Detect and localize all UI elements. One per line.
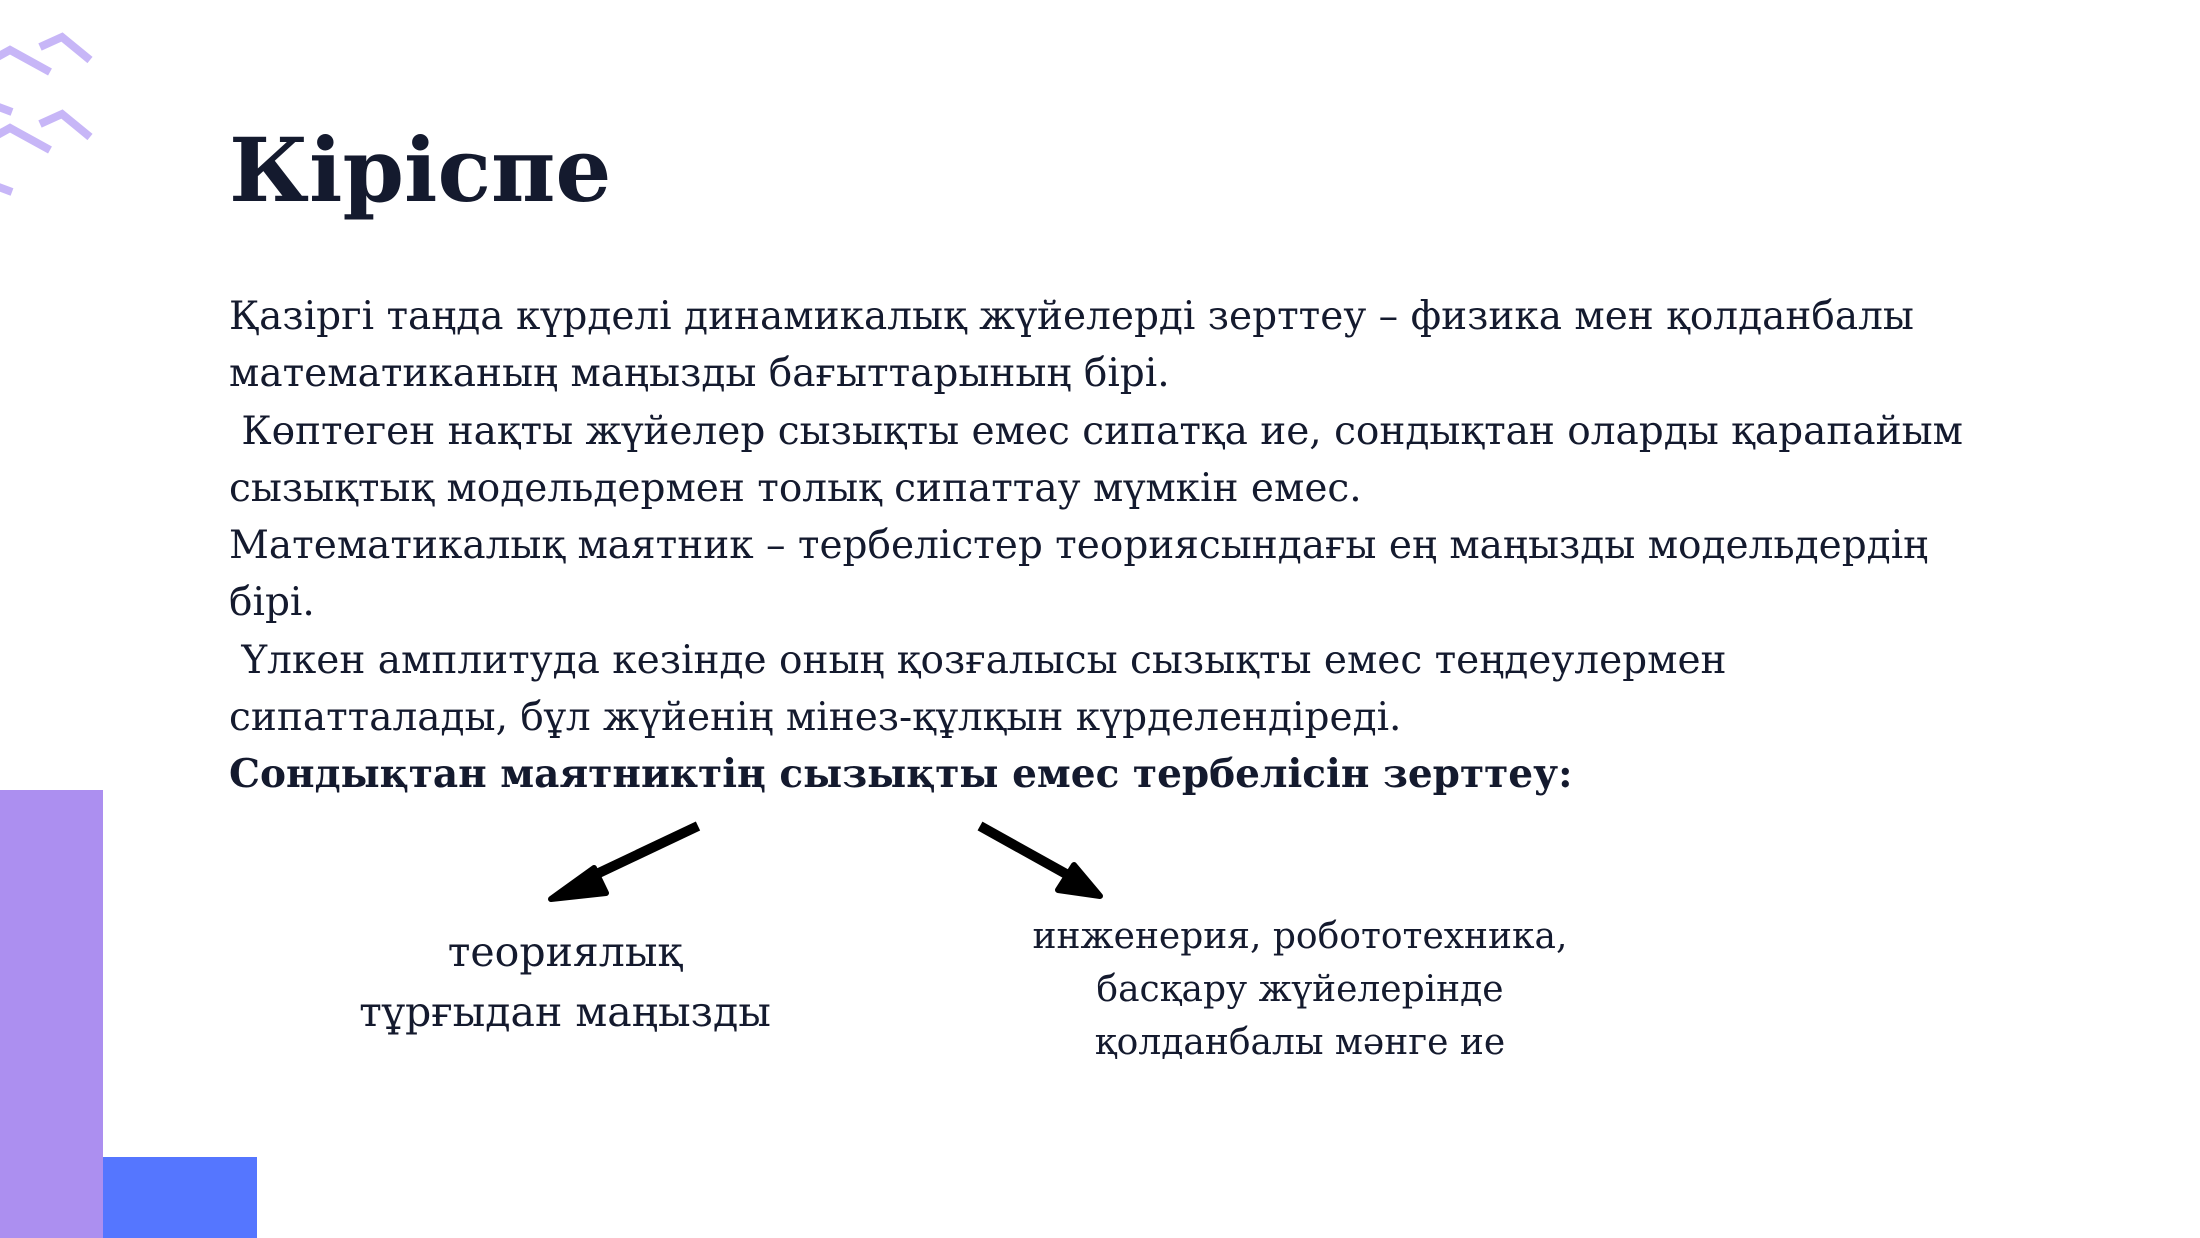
body-line: Үлкен амплитуда кезінде оның қозғалысы сызықты емес теңдеулермен [229,637,1727,683]
body-line: Математикалық маятник – тербелістер теориясындағы ең маңызды модельдердің [229,523,1929,569]
branch-left-line: теориялық [447,928,683,976]
body-line: Қазіргі таңда күрделі динамикалық жүйелерді зерттеу – физика мен қолданбалы [229,294,1914,339]
emphasis-line: Сондықтан маятниктің сызықты емес тербелісін зерттеу: [229,751,1573,798]
body-line: бірі. [229,580,315,626]
body-line: математиканың маңызды бағыттарының бірі. [229,351,1170,397]
arrow-down-left-icon [551,826,698,899]
branch-right-line: қолданбалы мәнге ие [1094,1022,1506,1063]
body-line: сызықтық модельдермен толық сипаттау мүмкін емес. [229,465,1362,511]
branch-right-line: басқару жүйелерінде [1096,969,1504,1010]
decor-bar-blue [103,1157,257,1238]
branch-right-text [990,910,1610,1069]
slide-title: Кіріспе [229,118,612,222]
chevron-pattern-icon [0,0,100,220]
branch-left-line: тұрғыдан маңызды [359,988,771,1036]
body-text [229,288,1969,804]
decor-bar-purple [0,790,103,1238]
body-line: Көптеген нақты жүйелер сызықты емес сипатқа ие, сондықтан оларды қарапайым [229,408,1963,454]
body-line: сипатталады, бұл жүйенің мінез-құлқын күрделендіреді. [229,695,1402,741]
branch-left-text [300,922,830,1042]
arrow-down-right-icon [980,826,1100,896]
branch-right-line: инженерия, робототехника, [1032,916,1568,957]
